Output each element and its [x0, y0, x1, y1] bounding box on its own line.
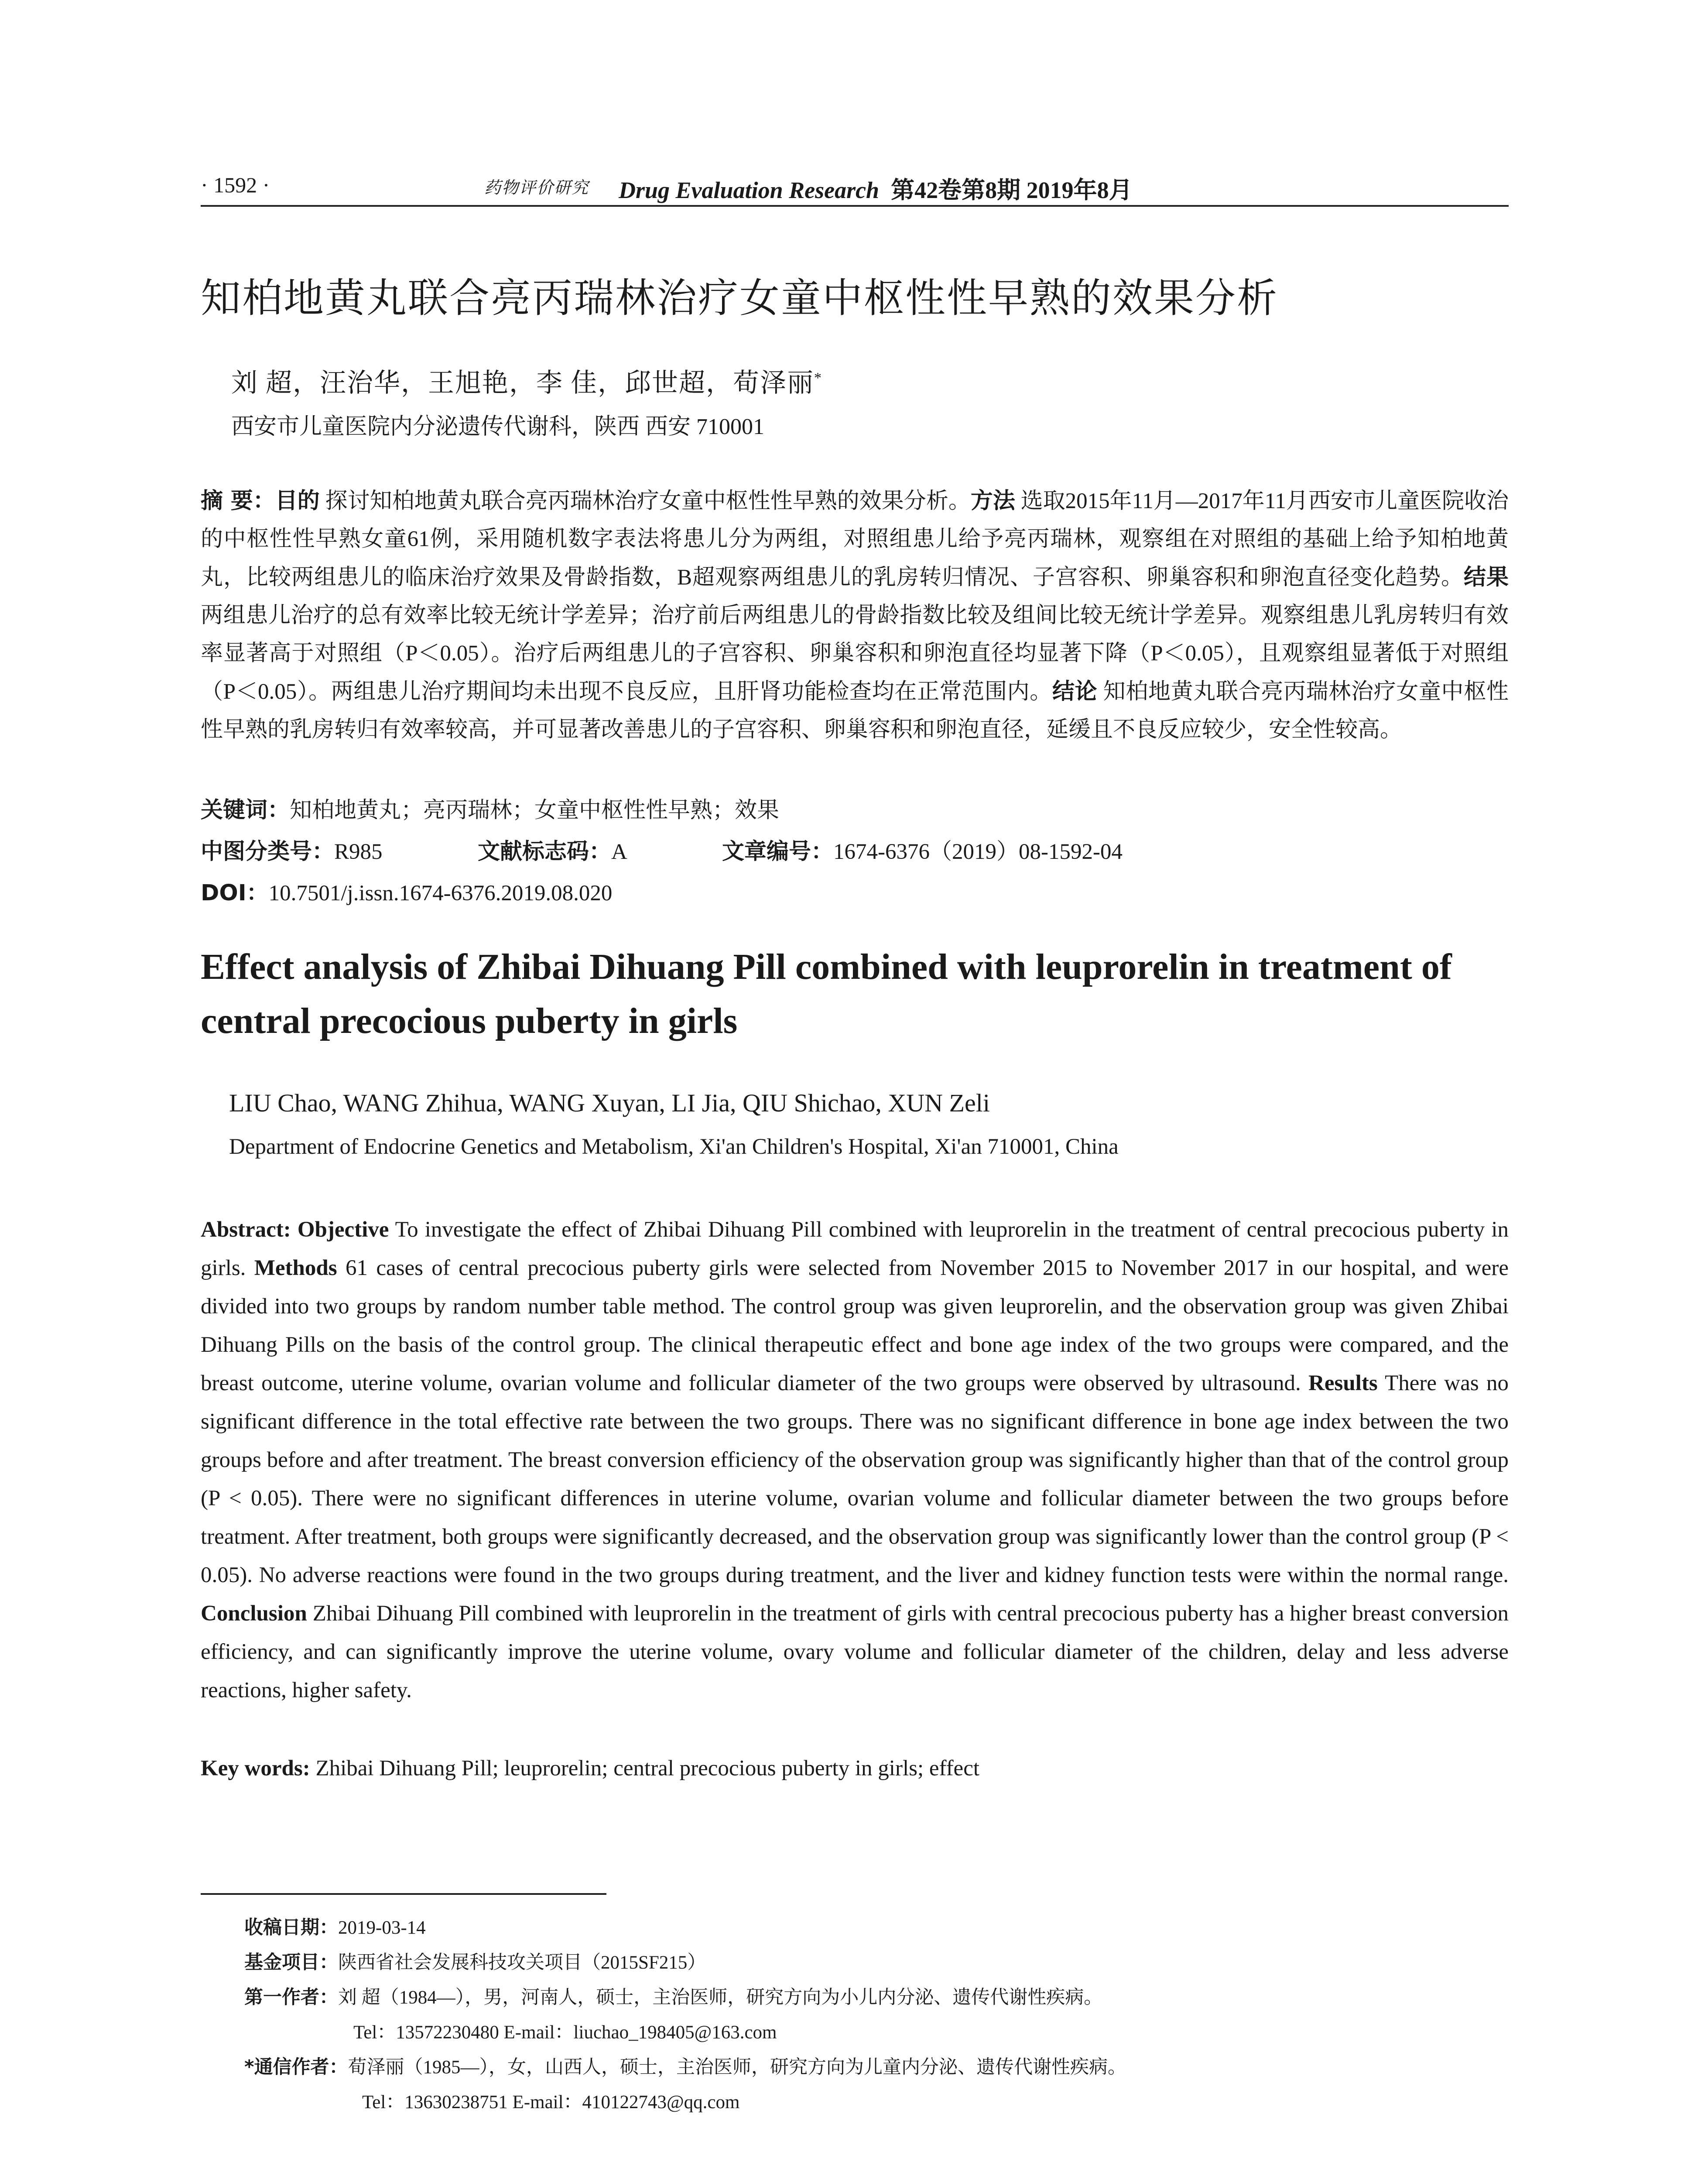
journal-name: Drug Evaluation Research: [619, 177, 880, 203]
methods-en-label: Methods: [254, 1256, 337, 1280]
title-en: Effect analysis of Zhibai Dihuang Pill combined with leuprorelin in treatment of central precocious puberty in girls: [201, 947, 1452, 1041]
title-cn: 知柏地黄丸联合亮丙瑞林治疗女童中枢性性早熟的效果分析: [201, 275, 1279, 321]
fund-text: 陕西省社会发展科技攻关项目（2015SF215）: [338, 1952, 706, 1973]
running-header: [201, 168, 1509, 203]
doi-label: DOI：: [201, 880, 269, 906]
corresponding-label: *通信作者：: [244, 2056, 348, 2078]
keywords-en-text: Zhibai Dihuang Pill; leuprorelin; central precocious puberty in girls; effect: [315, 1756, 980, 1781]
keywords-cn: [201, 792, 779, 824]
corresponding-mark: *: [814, 370, 822, 386]
results-en-label: Results: [1308, 1371, 1378, 1395]
first-author-contact: Tel：13572230480 E-mail：liuchao_198405@163.com: [353, 2022, 777, 2043]
methods-cn: 选取2015年11月—2017年11月西安市儿童医院收治的中枢性性早熟女童61例，采用随机数字表法将患儿分为两组，对照组患儿给予亮丙瑞林，观察组在对照组的基础上给予知柏地黄丸，比较两组患儿的临床治疗效果及骨龄指数，B超观察两组患儿的乳房转归情况、子宫容积、卵巢容积和卵泡直径变化趋势。: [201, 489, 1509, 590]
footnote-rule: [201, 1893, 606, 1895]
abstract-cn-label: 摘 要：: [201, 488, 275, 514]
authors-cn-names: 刘 超，汪治华，王旭艳，李 佳，邱世超，荀泽丽: [231, 369, 814, 397]
results-cn-label: 结果: [1463, 564, 1509, 590]
authors-en: LIU Chao, WANG Zhihua, WANG Xuyan, LI Jia, QIU Shichao, XUN Zeli: [229, 1089, 990, 1117]
journal-citation: [619, 171, 1133, 205]
footnote-first-author: [244, 1983, 1102, 2009]
objective-cn-label: 目的: [275, 488, 320, 514]
doi-link[interactable]: 10.7501/j.issn.1674-6376.2019.08.020: [268, 881, 613, 906]
abstract-en: [201, 1210, 1509, 1709]
doc-code: [478, 833, 627, 865]
article-label: 文章编号：: [722, 839, 834, 865]
objective-en-label: Objective: [297, 1217, 389, 1242]
methods-cn-label: 方法: [970, 488, 1015, 514]
article-number: [722, 833, 1123, 865]
article-value: 1674-6376（2019）08-1592-04: [833, 840, 1123, 864]
keywords-en: [201, 1756, 979, 1781]
doc-label: 文献标志码：: [478, 839, 612, 865]
objective-cn: 探讨知柏地黄丸联合亮丙瑞林治疗女童中枢性性早熟的效果分析。: [325, 489, 971, 513]
conclusion-cn: 知柏地黄丸联合亮丙瑞林治疗女童中枢性性早熟的乳房转归有效率较高，并可显著改善患儿的子宫容积、卵巢容积和卵泡直径，延缓且不良反应较少，安全性较高。: [201, 680, 1509, 742]
abstract-cn: [201, 482, 1509, 749]
footnote-received: [244, 1913, 426, 1939]
received-date: 2019-03-14: [338, 1918, 426, 1938]
clc-value: R985: [334, 840, 383, 864]
results-cn: 两组患儿治疗的总有效率比较无统计学差异；治疗前后两组患儿的骨龄指数比较及组间比较无统计学差异。观察组患儿乳房转归有效率显著高于对照组（P＜0.05）。治疗后两组患儿的子宫容积、卵巢容积和卵泡直径均显著下降（P＜0.05），且观察组显著低于对照组（P＜0.05）。两组患儿治疗期间均未出现不良反应，且肝肾功能检查均在正常范围内。: [201, 603, 1509, 704]
conclusion-en: Zhibai Dihuang Pill combined with leuprorelin in the treatment of girls with central precocious puberty has a higher breast conversion efficiency, and can significantly improve the uterine volume, ovary volume and follicular diameter of the children, delay and less adverse reactions, higher safety.: [201, 1601, 1509, 1702]
journal-logo: 药物评价研究: [484, 179, 589, 197]
received-label: 收稿日期：: [244, 1917, 338, 1938]
doi: [201, 875, 612, 907]
results-en: There was no significant difference in the total effective rate between the two groups. There was no significant difference in bone age index between the two groups before and after treatment. The breast conversion efficiency of the observation group was significantly higher than that of the control group (P < 0.05). There were no significant differences in uterine volume, ovarian volume and follicular diameter between the two groups before treatment. After treatment, both groups were significantly decreased, and the observation group was significantly lower than the control group (P < 0.05). No adverse reactions were found in the two groups during treatment, and the liver and kidney function tests were within the normal range.: [201, 1371, 1509, 1587]
affiliation-cn: 西安市儿童医院内分泌遗传代谢科，陕西 西安 710001: [231, 414, 765, 439]
authors-cn: [231, 362, 822, 400]
keywords-cn-text: 知柏地黄丸；亮丙瑞林；女童中枢性性早熟；效果: [290, 798, 780, 823]
conclusion-cn-label: 结论: [1052, 679, 1098, 704]
keywords-en-label: Key words:: [201, 1756, 310, 1781]
conclusion-en-label: Conclusion: [201, 1601, 307, 1626]
abstract-en-label: Abstract:: [201, 1217, 291, 1242]
page-number: · 1592 ·: [201, 173, 270, 197]
footnote-corresponding: [244, 2052, 1126, 2079]
corresponding-text: 荀泽丽（1985—），女，山西人，硕士，主治医师，研究方向为儿童内分泌、遗传代谢性疾病。: [348, 2057, 1126, 2078]
corresponding-contact: Tel：13630238751 E-mail：410122743@qq.com: [362, 2092, 740, 2113]
clc-label: 中图分类号：: [201, 839, 335, 865]
objective-en: To investigate the effect of Zhibai Dihuang Pill combined with leuprorelin in the treatment of central precocious puberty in girls.: [201, 1217, 1509, 1280]
doc-value: A: [611, 840, 627, 864]
footnote-fund: [244, 1948, 706, 1974]
first-author-label: 第一作者：: [244, 1986, 338, 2008]
journal-issue: 第42卷第8期 2019年8月: [891, 177, 1133, 203]
methods-en: 61 cases of central precocious puberty girls were selected from November 2015 to November 2017 in our hospital, and were divided into two groups by random number table method. The control group was given leuprorelin, and the observation group was given Zhibai Dihuang Pills on the basis of the control group. The clinical therapeutic effect and bone age index of the two groups were compared, and the breast outcome, uterine volume, ovarian volume and follicular diameter of the two groups were observed by ultrasound.: [201, 1256, 1509, 1395]
clc-code: [201, 833, 383, 865]
first-author-text: 刘 超（1984—），男，河南人，硕士，主治医师，研究方向为小儿内分泌、遗传代谢性疾病。: [338, 1987, 1103, 2008]
keywords-cn-label: 关键词：: [201, 797, 290, 823]
header-rule: [201, 205, 1509, 207]
affiliation-en: Department of Endocrine Genetics and Metabolism, Xi'an Children's Hospital, Xi'an 710001, China: [229, 1135, 1119, 1159]
fund-label: 基金项目：: [244, 1952, 338, 1973]
